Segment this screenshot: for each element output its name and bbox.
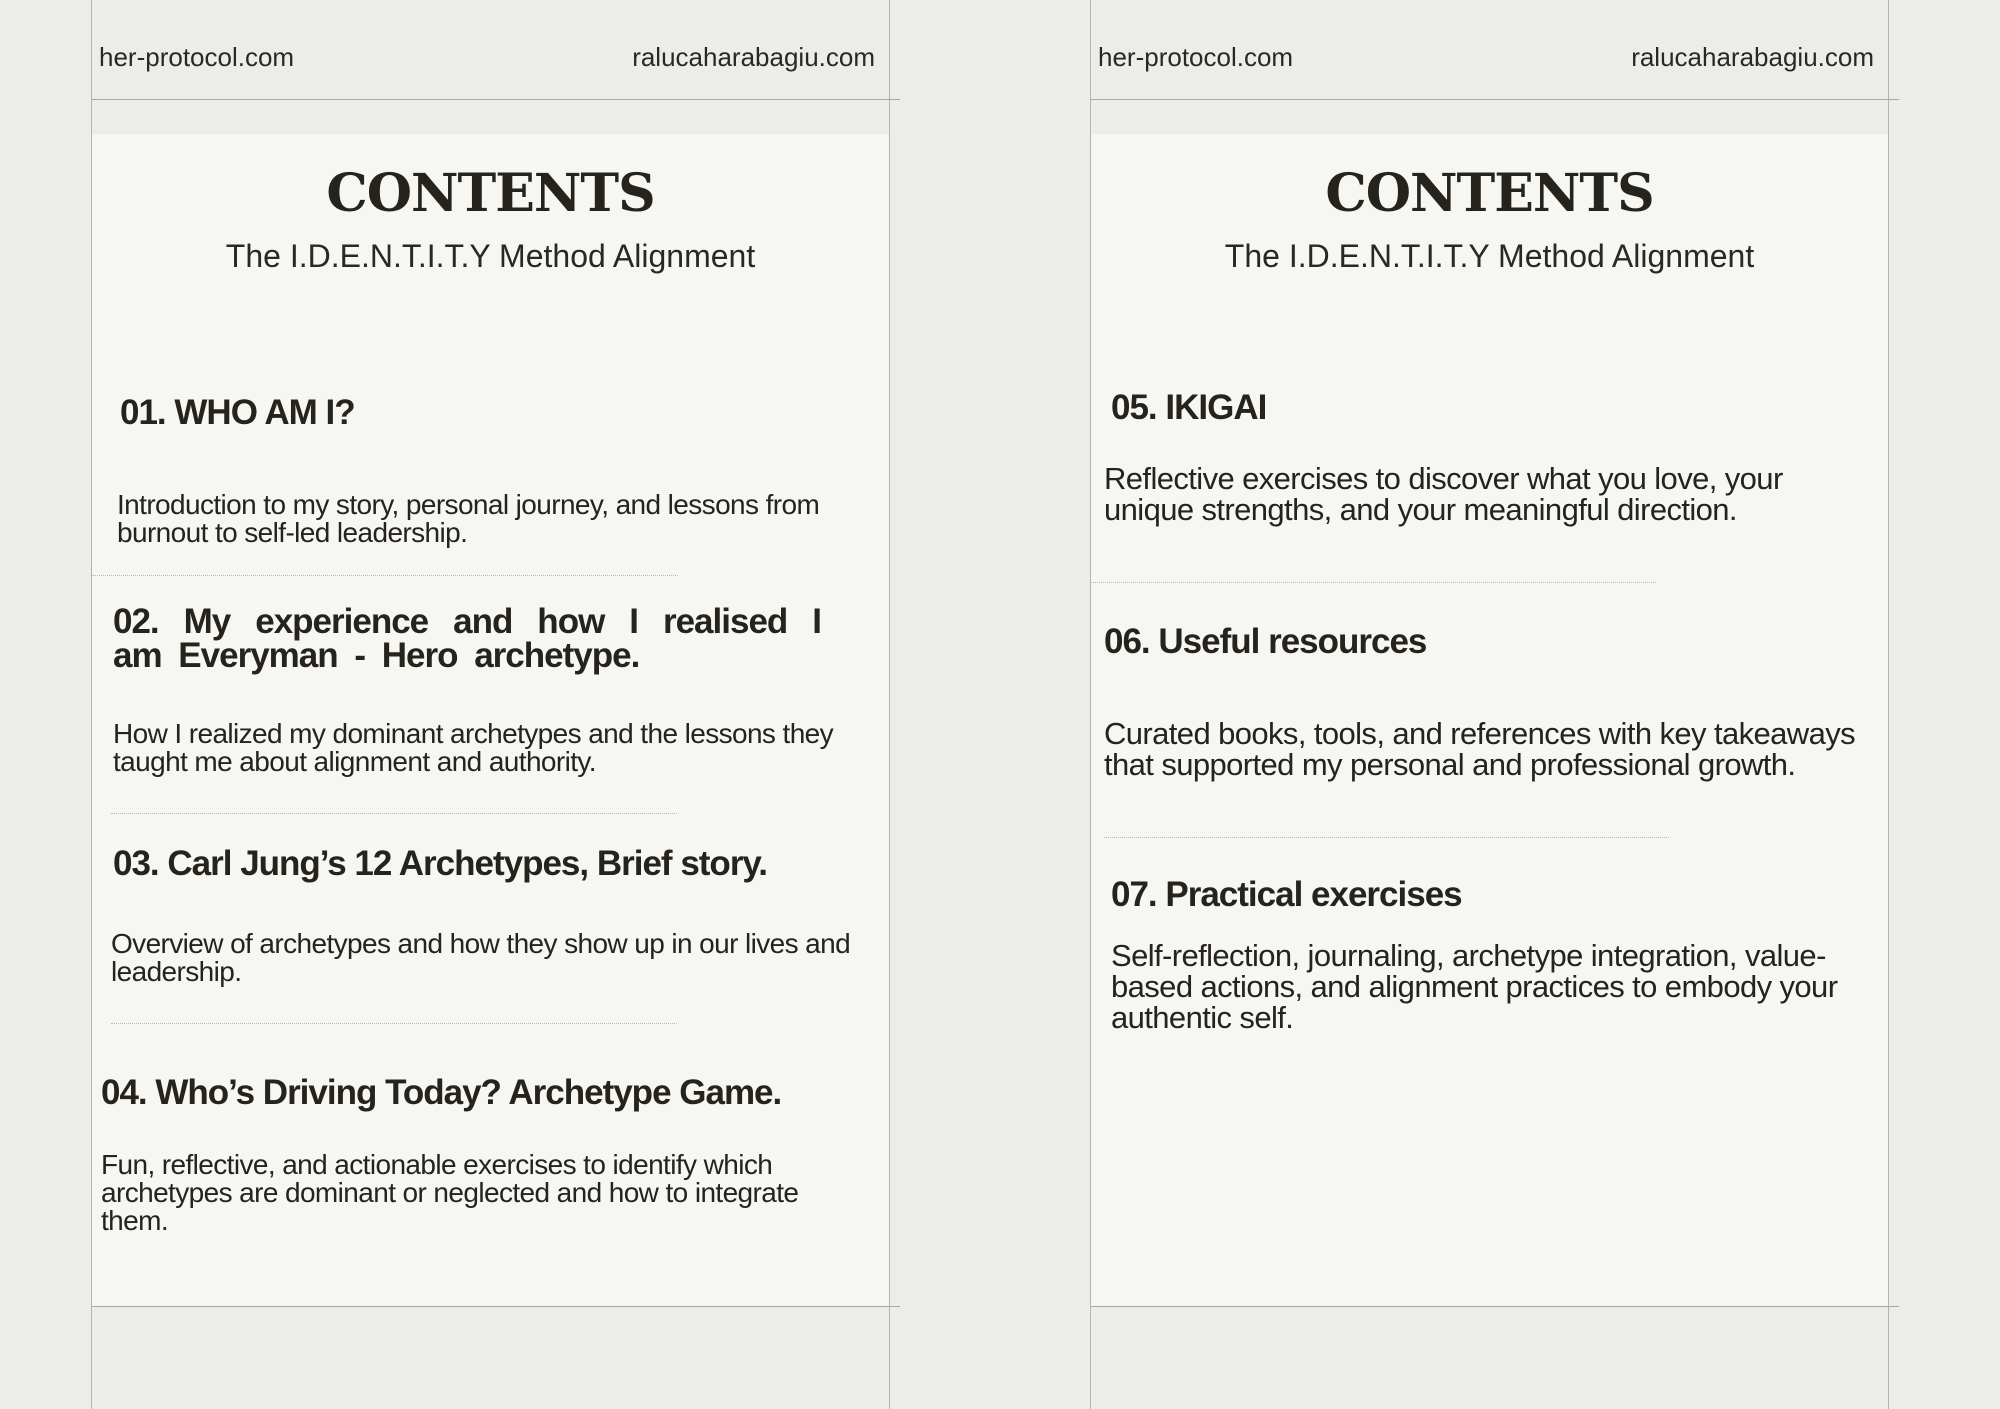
left-page — [91, 0, 890, 1409]
section-divider — [111, 813, 677, 814]
toc-description-02: How I realized my dominant archetypes and the lessons they taught me about alignment and authority. — [113, 718, 834, 777]
toc-heading-05: 05. IKIGAI — [1111, 388, 1267, 427]
toc-description-03: Overview of archetypes and how they show up in our lives and leadership. — [111, 928, 851, 987]
toc-heading-07: 07. Practical exercises — [1111, 875, 1462, 914]
section-divider — [1104, 837, 1669, 838]
contents-title: CONTENTS — [1325, 163, 1654, 224]
toc-description-05: Reflective exercises to discover what you love, your unique strengths, and your meaningful direction. — [1104, 461, 1783, 527]
contents-title: CONTENTS — [326, 163, 655, 224]
contents-subtitle: The I.D.E.N.T.I.T.Y Method Alignment — [225, 238, 756, 274]
header-left-url[interactable]: her-protocol.com — [99, 42, 295, 72]
header-right-url[interactable]: ralucaharabagiu.com — [1631, 42, 1874, 72]
header-left-url[interactable]: her-protocol.com — [1098, 42, 1294, 72]
toc-heading-01: 01. WHO AM I? — [120, 393, 355, 432]
page-header — [92, 0, 900, 100]
section-divider — [1091, 582, 1656, 583]
page-header — [1091, 0, 1899, 100]
header-right-url[interactable]: ralucaharabagiu.com — [632, 42, 875, 72]
toc-heading-04: 04. Who’s Driving Today? Archetype Game. — [101, 1073, 782, 1112]
toc-heading-03: 03. Carl Jung’s 12 Archetypes, Brief story. — [113, 844, 768, 883]
toc-heading-06: 06. Useful resources — [1104, 622, 1427, 661]
contents-subtitle: The I.D.E.N.T.I.T.Y Method Alignment — [1224, 238, 1755, 274]
section-divider — [111, 1023, 677, 1024]
toc-description-07: Self-reflection, journaling, archetype integration, value-based actions, and alignment practices to embody your authentic self. — [1111, 938, 1838, 1035]
toc-heading-02: 02. My experience and how I realised I am Everyman - Hero archetype. — [113, 602, 821, 675]
page-footer-line — [92, 1306, 900, 1307]
toc-description-04: Fun, reflective, and actionable exercises to identify which archetypes are dominant or neglected and how to integrate them. — [101, 1149, 799, 1236]
toc-description-06: Curated books, tools, and references with key takeaways that supported my personal and professional growth. — [1104, 716, 1856, 782]
right-page — [1090, 0, 1889, 1409]
toc-description-01: Introduction to my story, personal journey, and lessons from burnout to self-led leadership. — [117, 489, 820, 548]
page-footer-line — [1091, 1306, 1899, 1307]
section-divider — [92, 575, 678, 576]
